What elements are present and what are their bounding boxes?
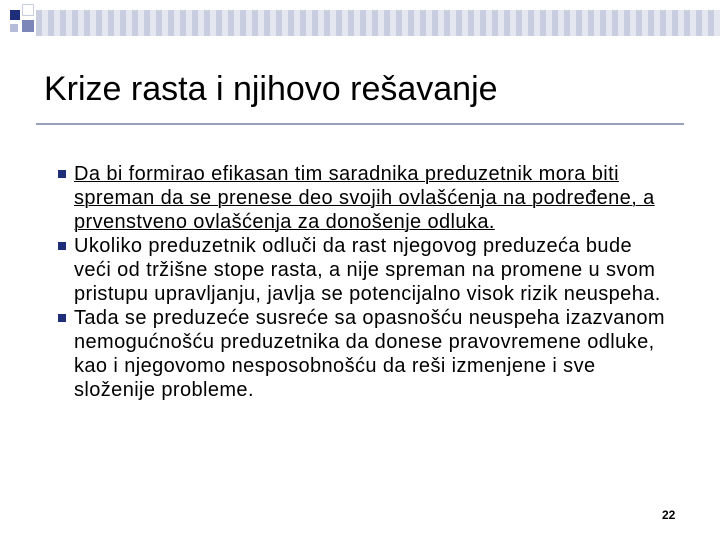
bullet-text: Ukoliko preduzetnik odluči da rast njegovog preduzeća bude veći od tržišne stope rasta, a nije spreman na promene u svom pristupu upravljanju, javlja se potencijalno visok rizik neuspeha. — [74, 235, 661, 305]
decorative-square — [10, 10, 20, 20]
list-item — [60, 234, 700, 306]
slide-title: Krize rasta i njihovo rešavanje — [44, 70, 498, 108]
bullet-text: Tada se preduzeće susreće sa opasnošću neuspeha izazvanom nemogućnošću preduzetnika da donese pravovremene odluke, kao i njegovomo nesposobnošću da reši izmenjene i sve složenije probleme. — [74, 307, 665, 401]
title-divider — [36, 123, 684, 125]
decorative-square — [10, 24, 18, 32]
square-bullet-icon — [58, 170, 66, 178]
list-item — [60, 162, 700, 234]
bullet-list — [60, 162, 700, 402]
bullet-text: Da bi formirao efikasan tim saradnika preduzetnik mora biti spreman da se prenese deo svojih ovlašćenja na podređene, a prvenstveno ovlašćenja za donošenje odluka. — [74, 163, 655, 233]
decorative-square — [22, 20, 34, 32]
list-item — [60, 306, 700, 402]
decorative-header-bar — [36, 10, 720, 36]
square-bullet-icon — [58, 314, 66, 322]
decorative-square — [22, 4, 34, 16]
page-number: 22 — [662, 508, 676, 522]
square-bullet-icon — [58, 242, 66, 250]
